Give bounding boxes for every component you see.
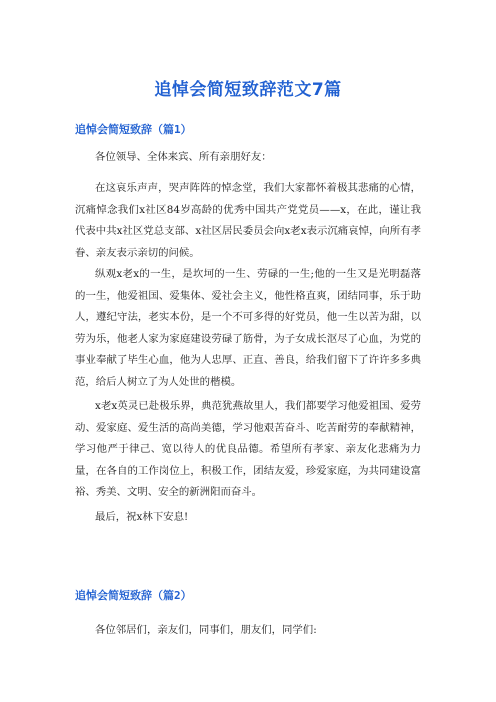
section-1-closing: 最后，祝x林下安息! — [95, 511, 189, 523]
section-1-paragraph-2: 纵观x老x的一生，是坎坷的一生、劳碌的一生;他的一生又是光明磊落的一生，他爱祖国、爱集体、爱社会主义，他性格直爽，团结同事，乐于助人，遵纪守法，老实本份，是一个不可多得的好党员，他一生以苦为甜，以劳为乐，他老人家为家庭建设劳碌了筋骨，为子女成长沤尽了心血，为党的事业奉献了毕生心血，他为人忠厚、正直、善良，给我们留下了许许多多典范，给后人树立了为人处世的楷模。 — [75, 268, 421, 388]
section-1-greeting: 各位领导、全体来宾、所有亲朋好友： — [95, 151, 272, 163]
document-title: 追悼会简短致辞范文7篇 — [154, 80, 342, 100]
section-1-paragraph-3: x老x英灵已赴极乐界，典范犹燕故里人，我们都要学习他爱祖国、爱劳动、爱家庭、爱生活的高尚美德，学习他艰苦奋斗、吃苦耐劳的奉献精神，学习他严于律己、宽以待人的优良品德。希望所有孝家、亲友化悲痛为力量，在各自的工作岗位上，积极工作，团结友爱，珍爱家庭，为共同建设富裕、秀美、文明、安全的新洲阳而奋斗。 — [75, 400, 421, 498]
section-1-paragraph-1: 在这哀乐声声，哭声阵阵的悼念堂，我们大家都怀着极其悲痛的心情，沉痛悼念我们x社区84岁高龄的优秀中国共产党党员——x，在此，谨让我代表中共x社区党总支部、x社区居民委员会向x老x表示沉痛哀悼，向所有孝眷、亲友表示亲切的问候。 — [75, 182, 421, 259]
section-1-heading: 追悼会简短致辞（篇1） — [75, 123, 192, 136]
section-2-greeting: 各位邻居们，亲友们，同事们，朋友们，同学们: — [95, 624, 317, 636]
section-2-heading: 追悼会简短致辞（篇2） — [75, 589, 192, 602]
